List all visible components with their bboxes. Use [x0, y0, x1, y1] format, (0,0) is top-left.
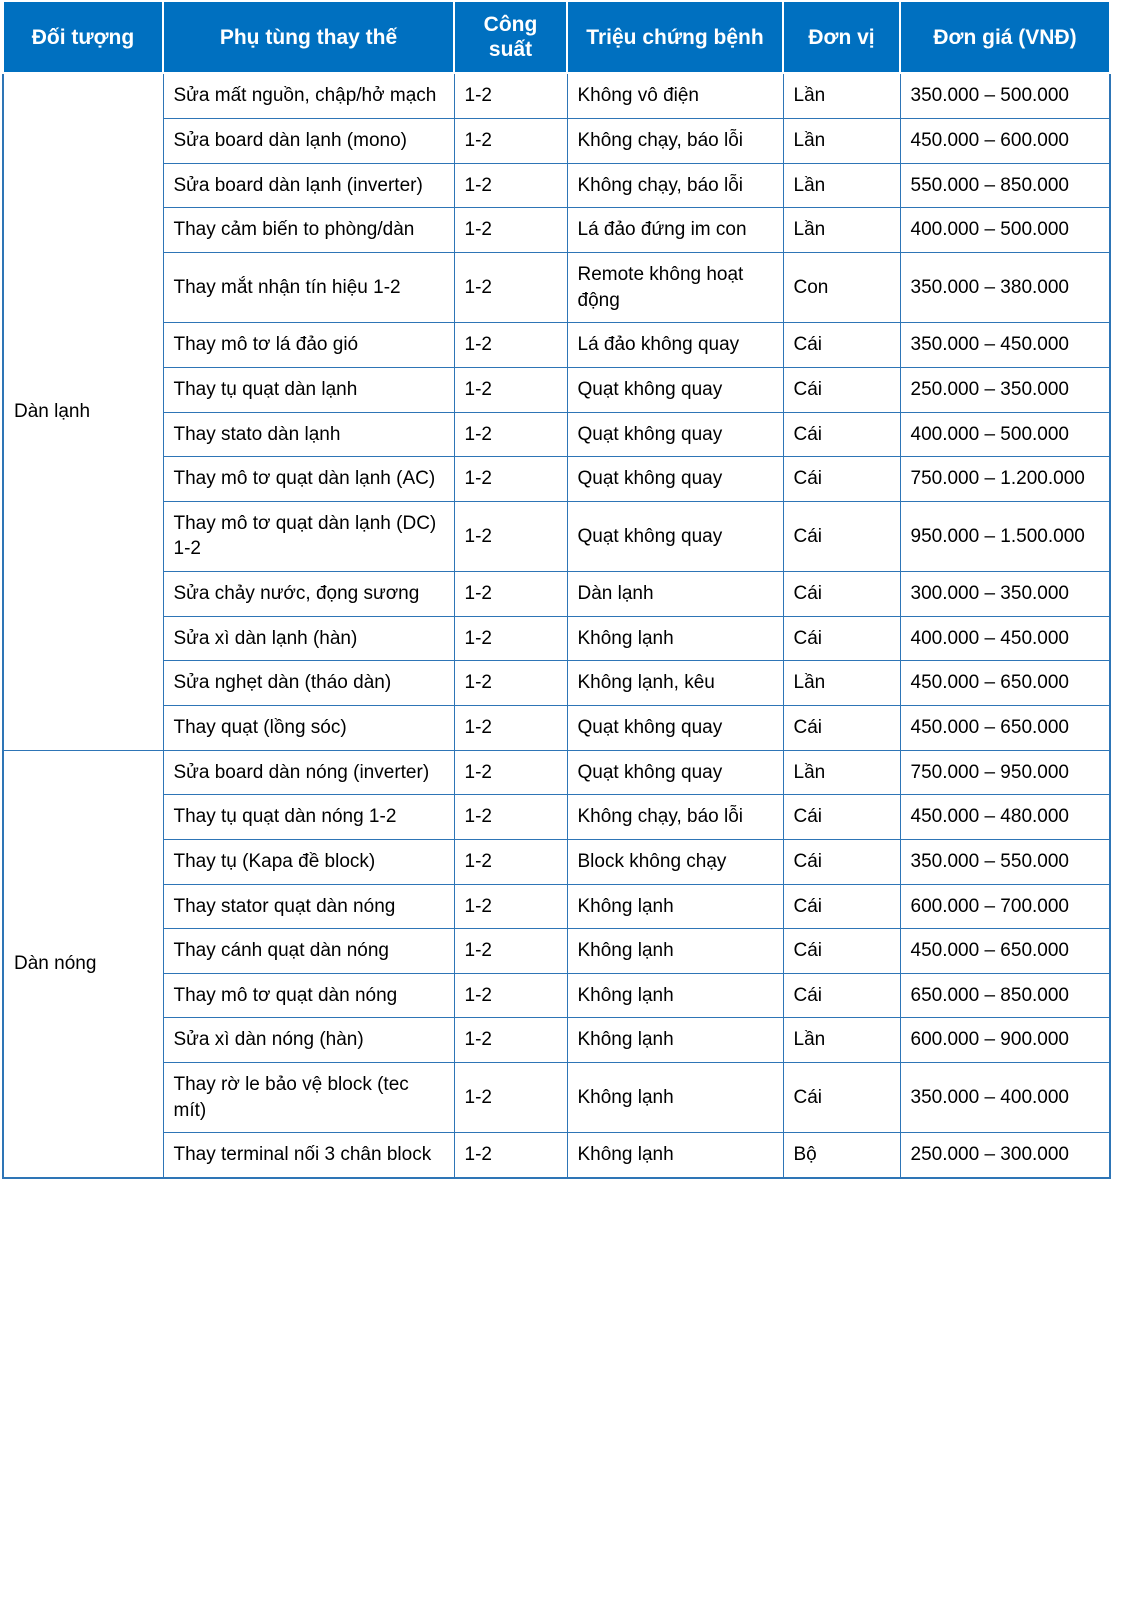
table-body — [3, 73, 1110, 1178]
cell-unit: Cái — [783, 616, 900, 661]
cell-unit: Cái — [783, 795, 900, 840]
table-row — [3, 616, 1110, 661]
cell-symptom: Quạt không quay — [567, 367, 783, 412]
table-row — [3, 119, 1110, 164]
cell-power: 1-2 — [454, 252, 567, 322]
cell-price: 600.000 – 700.000 — [900, 884, 1110, 929]
cell-power: 1-2 — [454, 616, 567, 661]
column-header-cong-suat: Công suất — [454, 1, 567, 73]
cell-symptom: Không chạy, báo lỗi — [567, 119, 783, 164]
cell-unit: Lần — [783, 163, 900, 208]
table-row — [3, 73, 1110, 118]
table-row — [3, 929, 1110, 974]
column-header-phu-tung: Phụ tùng thay thế — [163, 1, 454, 73]
cell-part: Thay cánh quạt dàn nóng — [163, 929, 454, 974]
table-header — [3, 1, 1110, 73]
table-row — [3, 163, 1110, 208]
cell-price: 400.000 – 500.000 — [900, 412, 1110, 457]
cell-unit: Cái — [783, 457, 900, 502]
cell-symptom: Remote không hoạt động — [567, 252, 783, 322]
cell-symptom: Quạt không quay — [567, 750, 783, 795]
cell-part: Thay tụ quạt dàn lạnh — [163, 367, 454, 412]
table-row — [3, 252, 1110, 322]
cell-unit: Lần — [783, 750, 900, 795]
table-row — [3, 750, 1110, 795]
cell-part: Sửa nghẹt dàn (tháo dàn) — [163, 661, 454, 706]
table-row — [3, 839, 1110, 884]
cell-symptom: Quạt không quay — [567, 501, 783, 571]
cell-part: Thay mô tơ quạt dàn lạnh (AC) — [163, 457, 454, 502]
cell-symptom: Không lạnh — [567, 973, 783, 1018]
cell-part: Thay stator quạt dàn nóng — [163, 884, 454, 929]
cell-power: 1-2 — [454, 1063, 567, 1133]
group-label-cell: Dàn lạnh — [3, 73, 163, 750]
cell-part: Thay mô tơ lá đảo gió — [163, 323, 454, 368]
cell-unit: Bộ — [783, 1133, 900, 1178]
cell-symptom: Không vô điện — [567, 73, 783, 118]
cell-symptom: Không chạy, báo lỗi — [567, 163, 783, 208]
cell-price: 350.000 – 400.000 — [900, 1063, 1110, 1133]
cell-power: 1-2 — [454, 884, 567, 929]
column-header-don-vi: Đơn vị — [783, 1, 900, 73]
cell-power: 1-2 — [454, 973, 567, 1018]
cell-price: 750.000 – 950.000 — [900, 750, 1110, 795]
cell-price: 450.000 – 600.000 — [900, 119, 1110, 164]
table-row — [3, 705, 1110, 750]
cell-power: 1-2 — [454, 839, 567, 884]
cell-symptom: Không lạnh — [567, 1063, 783, 1133]
group-label-cell: Dàn nóng — [3, 750, 163, 1178]
column-header-don-gia: Đơn giá (VNĐ) — [900, 1, 1110, 73]
cell-part: Thay rờ le bảo vệ block (tec mít) — [163, 1063, 454, 1133]
cell-unit: Cái — [783, 973, 900, 1018]
cell-unit: Cái — [783, 367, 900, 412]
cell-power: 1-2 — [454, 1018, 567, 1063]
table-row — [3, 1063, 1110, 1133]
cell-unit: Cái — [783, 1063, 900, 1133]
cell-power: 1-2 — [454, 119, 567, 164]
cell-price: 450.000 – 480.000 — [900, 795, 1110, 840]
cell-part: Thay terminal nối 3 chân block — [163, 1133, 454, 1178]
cell-symptom: Lá đảo không quay — [567, 323, 783, 368]
cell-power: 1-2 — [454, 208, 567, 253]
cell-part: Sửa chảy nước, đọng sương — [163, 572, 454, 617]
cell-symptom: Không lạnh — [567, 1133, 783, 1178]
table-row — [3, 1133, 1110, 1178]
cell-symptom: Không chạy, báo lỗi — [567, 795, 783, 840]
table-row — [3, 367, 1110, 412]
cell-symptom: Không lạnh — [567, 616, 783, 661]
cell-price: 250.000 – 350.000 — [900, 367, 1110, 412]
table-row — [3, 323, 1110, 368]
cell-price: 400.000 – 450.000 — [900, 616, 1110, 661]
cell-unit: Cái — [783, 884, 900, 929]
cell-unit: Con — [783, 252, 900, 322]
cell-power: 1-2 — [454, 323, 567, 368]
table-row — [3, 795, 1110, 840]
cell-power: 1-2 — [454, 795, 567, 840]
cell-part: Sửa board dàn lạnh (inverter) — [163, 163, 454, 208]
cell-symptom: Quạt không quay — [567, 457, 783, 502]
cell-price: 250.000 – 300.000 — [900, 1133, 1110, 1178]
cell-part: Thay stato dàn lạnh — [163, 412, 454, 457]
cell-unit: Lần — [783, 661, 900, 706]
cell-power: 1-2 — [454, 412, 567, 457]
cell-part: Sửa board dàn nóng (inverter) — [163, 750, 454, 795]
cell-symptom: Quạt không quay — [567, 705, 783, 750]
cell-part: Thay mắt nhận tín hiệu 1-2 — [163, 252, 454, 322]
cell-price: 350.000 – 500.000 — [900, 73, 1110, 118]
cell-price: 350.000 – 450.000 — [900, 323, 1110, 368]
cell-part: Thay mô tơ quạt dàn nóng — [163, 973, 454, 1018]
cell-unit: Lần — [783, 1018, 900, 1063]
table-row — [3, 661, 1110, 706]
cell-price: 300.000 – 350.000 — [900, 572, 1110, 617]
cell-symptom: Không lạnh, kêu — [567, 661, 783, 706]
header-row — [3, 1, 1110, 73]
cell-unit: Cái — [783, 839, 900, 884]
cell-part: Thay quạt (lồng sóc) — [163, 705, 454, 750]
cell-price: 450.000 – 650.000 — [900, 705, 1110, 750]
cell-power: 1-2 — [454, 163, 567, 208]
cell-part: Sửa xì dàn lạnh (hàn) — [163, 616, 454, 661]
cell-power: 1-2 — [454, 1133, 567, 1178]
cell-part: Sửa board dàn lạnh (mono) — [163, 119, 454, 164]
table-row — [3, 412, 1110, 457]
table-row — [3, 1018, 1110, 1063]
cell-power: 1-2 — [454, 367, 567, 412]
cell-unit: Cái — [783, 929, 900, 974]
column-header-trieu-chung: Triệu chứng bệnh — [567, 1, 783, 73]
cell-part: Sửa mất nguồn, chập/hở mạch — [163, 73, 454, 118]
table-row — [3, 457, 1110, 502]
cell-price: 450.000 – 650.000 — [900, 929, 1110, 974]
cell-power: 1-2 — [454, 572, 567, 617]
cell-part: Thay tụ (Kapa đề block) — [163, 839, 454, 884]
cell-unit: Cái — [783, 501, 900, 571]
cell-price: 550.000 – 850.000 — [900, 163, 1110, 208]
cell-price: 600.000 – 900.000 — [900, 1018, 1110, 1063]
cell-unit: Lần — [783, 119, 900, 164]
cell-price: 450.000 – 650.000 — [900, 661, 1110, 706]
cell-part: Sửa xì dàn nóng (hàn) — [163, 1018, 454, 1063]
cell-power: 1-2 — [454, 457, 567, 502]
cell-price: 350.000 – 380.000 — [900, 252, 1110, 322]
table-row — [3, 884, 1110, 929]
cell-power: 1-2 — [454, 501, 567, 571]
table-row — [3, 208, 1110, 253]
cell-symptom: Dàn lạnh — [567, 572, 783, 617]
cell-unit: Lần — [783, 208, 900, 253]
cell-unit: Cái — [783, 705, 900, 750]
cell-part: Thay mô tơ quạt dàn lạnh (DC) 1-2 — [163, 501, 454, 571]
table-row — [3, 973, 1110, 1018]
cell-power: 1-2 — [454, 661, 567, 706]
cell-power: 1-2 — [454, 750, 567, 795]
cell-symptom: Block không chạy — [567, 839, 783, 884]
cell-symptom: Quạt không quay — [567, 412, 783, 457]
cell-price: 350.000 – 550.000 — [900, 839, 1110, 884]
cell-power: 1-2 — [454, 705, 567, 750]
cell-power: 1-2 — [454, 73, 567, 118]
cell-unit: Cái — [783, 412, 900, 457]
table-row — [3, 501, 1110, 571]
column-header-doi-tuong: Đối tượng — [3, 1, 163, 73]
cell-price: 400.000 – 500.000 — [900, 208, 1110, 253]
cell-price: 750.000 – 1.200.000 — [900, 457, 1110, 502]
cell-symptom: Lá đảo đứng im con — [567, 208, 783, 253]
cell-symptom: Không lạnh — [567, 929, 783, 974]
cell-unit: Lần — [783, 73, 900, 118]
price-table — [2, 0, 1111, 1179]
cell-symptom: Không lạnh — [567, 1018, 783, 1063]
cell-power: 1-2 — [454, 929, 567, 974]
cell-unit: Cái — [783, 572, 900, 617]
cell-unit: Cái — [783, 323, 900, 368]
cell-price: 650.000 – 850.000 — [900, 973, 1110, 1018]
cell-price: 950.000 – 1.500.000 — [900, 501, 1110, 571]
cell-symptom: Không lạnh — [567, 884, 783, 929]
cell-part: Thay tụ quạt dàn nóng 1-2 — [163, 795, 454, 840]
cell-part: Thay cảm biến to phòng/dàn — [163, 208, 454, 253]
table-row — [3, 572, 1110, 617]
